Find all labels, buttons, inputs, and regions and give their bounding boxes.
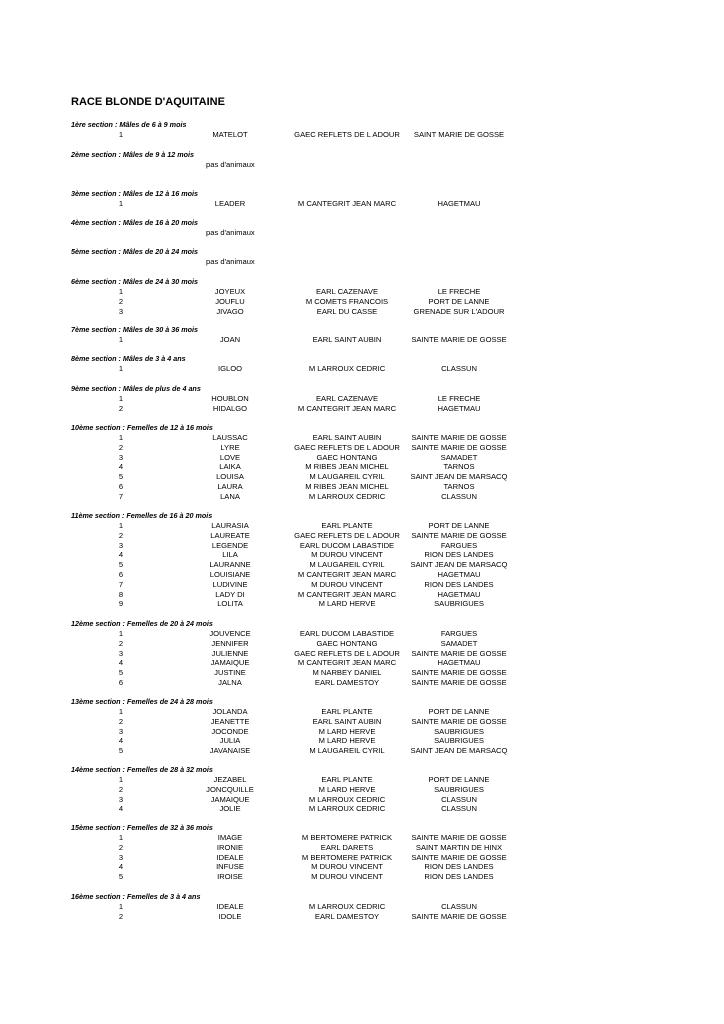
entry-row: [0, 902, 724, 912]
entry-row: [0, 560, 724, 570]
animal-name: IMAGE: [217, 833, 243, 842]
animal-name: INFUSE: [216, 862, 244, 872]
owner: EARL DAMESTOY: [314, 678, 380, 687]
city: HAGETMAU: [437, 403, 481, 413]
animal-name: LYRE: [220, 442, 240, 452]
owner: M DUROU VINCENT: [311, 579, 383, 589]
entry-row: [0, 746, 724, 756]
animal-name: JAMAIQUE: [210, 794, 250, 804]
entry-row: [0, 297, 724, 307]
rank: 5: [118, 746, 124, 756]
entry-row: [0, 590, 724, 600]
entry-row: [0, 775, 724, 785]
entry-row: [0, 853, 724, 863]
entry-row: [0, 843, 724, 853]
animal-name: LANA: [220, 491, 240, 501]
rank: 4: [118, 862, 124, 872]
entry-row: [0, 658, 724, 668]
rank: 1: [118, 707, 124, 716]
rank: 3: [118, 648, 124, 658]
animal-name: JOLIE: [219, 804, 241, 814]
section-title: 13ème section : Femelles de 24 à 28 mois: [71, 697, 213, 706]
entry-row: [0, 804, 724, 814]
entry-row: [0, 130, 724, 140]
entry-row: [0, 678, 724, 688]
owner: EARL DUCOM LABASTIDE: [299, 540, 395, 550]
animal-name: IGLOO: [217, 364, 243, 373]
owner: EARL SAINT AUBIN: [312, 716, 382, 726]
no-animals-note: pas d'animaux: [206, 257, 255, 266]
owner: EARL PLANTE: [321, 707, 373, 716]
rank: 3: [118, 852, 124, 862]
rank: 3: [118, 726, 124, 736]
city: SAINTE MARIE DE GOSSE: [411, 911, 507, 921]
section-title: 9ème section : Mâles de plus de 4 ans: [71, 384, 201, 393]
animal-name: MATELOT: [212, 130, 248, 139]
owner: EARL DUCOM LABASTIDE: [299, 629, 395, 638]
city: LE FRECHE: [437, 394, 481, 403]
entry-row: [0, 307, 724, 317]
owner: GAEC HONTANG: [316, 638, 378, 648]
rank: 4: [118, 736, 124, 746]
city: SAINTE MARIE DE GOSSE: [411, 648, 507, 658]
city: SAMADET: [440, 452, 478, 462]
entry-row: [0, 364, 724, 374]
rank: 2: [118, 530, 124, 540]
city: CLASSUN: [441, 491, 477, 501]
owner: M NARBEY DANIEL: [312, 668, 382, 678]
entry-row: [0, 717, 724, 727]
entry-row: [0, 580, 724, 590]
city: SAUBRIGUES: [434, 736, 484, 746]
city: SAINT JEAN DE MARSACQ: [410, 560, 508, 570]
city: SAINTE MARIE DE GOSSE: [411, 668, 507, 678]
animal-name: LAURANNE: [209, 560, 251, 570]
rank: 8: [118, 589, 124, 599]
rank: 2: [118, 296, 124, 306]
rank: 5: [118, 472, 124, 482]
rank: 1: [118, 629, 124, 638]
rank: 9: [118, 599, 124, 609]
entry-row: [0, 629, 724, 639]
entry-row: [0, 462, 724, 472]
owner: M CANTEGRIT JEAN MARC: [297, 589, 397, 599]
city: SAINT JEAN DE MARSACQ: [410, 746, 508, 756]
animal-name: HIDALGO: [212, 403, 248, 413]
entry-row: [0, 912, 724, 922]
section-title: 3ème section : Mâles de 12 à 16 mois: [71, 189, 199, 198]
owner: GAEC REFLETS DE L ADOUR: [294, 530, 400, 540]
animal-name: JUSTINE: [214, 668, 246, 678]
entry-row: [0, 541, 724, 551]
animal-name: LOVE: [219, 452, 241, 462]
animal-name: HOUBLON: [211, 394, 249, 403]
rank: 3: [118, 540, 124, 550]
owner: M DUROU VINCENT: [311, 550, 383, 560]
rank: 1: [118, 199, 124, 208]
city: SAINT MARTIN DE HINX: [415, 842, 503, 852]
no-animals-note: pas d'animaux: [206, 228, 255, 237]
city: PORT DE LANNE: [428, 296, 490, 306]
rank: 2: [118, 638, 124, 648]
animal-name: JAVANAISE: [209, 746, 251, 756]
entry-row: [0, 394, 724, 404]
rank: 2: [118, 442, 124, 452]
entry-row: [0, 199, 724, 209]
animal-name: JOYEUX: [214, 287, 246, 296]
rank: 1: [118, 521, 124, 530]
city: CLASSUN: [441, 364, 477, 373]
animal-name: LEGENDE: [211, 540, 249, 550]
owner: M LARD HERVE: [318, 784, 376, 794]
owner: M LARD HERVE: [318, 726, 376, 736]
owner: M RIBES JEAN MICHEL: [305, 462, 389, 472]
animal-name: LILA: [222, 550, 238, 560]
owner: GAEC REFLETS DE L ADOUR: [294, 130, 400, 139]
city: PORT DE LANNE: [428, 521, 490, 530]
rank: 2: [118, 403, 124, 413]
rank: 4: [118, 804, 124, 814]
animal-name: LAUSSAC: [212, 433, 248, 442]
owner: M LARROUX CEDRIC: [308, 804, 386, 814]
animal-name: LAIKA: [219, 462, 241, 472]
rank: 2: [118, 784, 124, 794]
animal-name: LUDIVINE: [212, 579, 248, 589]
section-title: 11ème section : Femelles de 16 à 20 mois: [71, 511, 213, 520]
animal-name: LEADER: [214, 199, 246, 208]
animal-name: IRONIE: [216, 842, 244, 852]
owner: EARL CAZENAVE: [315, 394, 379, 403]
entry-row: [0, 668, 724, 678]
animal-name: JOCONDE: [211, 726, 249, 736]
rank: 4: [118, 550, 124, 560]
city: HAGETMAU: [437, 658, 481, 668]
entry-row: [0, 833, 724, 843]
owner: M CANTEGRIT JEAN MARC: [297, 570, 397, 579]
owner: EARL DAMESTOY: [314, 911, 380, 921]
city: TARNOS: [443, 482, 475, 491]
owner: EARL CAZENAVE: [315, 287, 379, 296]
entry-row: [0, 707, 724, 717]
owner: M LARROUX CEDRIC: [308, 902, 386, 911]
animal-name: IDOLE: [218, 911, 242, 921]
city: CLASSUN: [441, 794, 477, 804]
rank: 6: [118, 482, 124, 491]
owner: M BERTOMERE PATRICK: [301, 833, 393, 842]
owner: M LAUGAREIL CYRIL: [309, 560, 385, 570]
rank: 7: [118, 491, 124, 501]
rank: 1: [118, 335, 124, 344]
owner: EARL DARETS: [320, 842, 374, 852]
city: HAGETMAU: [437, 589, 481, 599]
city: SAUBRIGUES: [434, 726, 484, 736]
city: PORT DE LANNE: [428, 775, 490, 784]
entry-row: [0, 335, 724, 345]
entry-row: [0, 550, 724, 560]
animal-name: JAMAIQUE: [210, 658, 250, 668]
rank: 5: [118, 872, 124, 882]
animal-name: JONCQUILLE: [206, 784, 254, 794]
owner: GAEC REFLETS DE L ADOUR: [294, 442, 400, 452]
entry-row: [0, 404, 724, 414]
city: SAUBRIGUES: [434, 599, 484, 609]
rank: 1: [118, 130, 124, 139]
entry-row: [0, 433, 724, 443]
animal-name: JULIA: [219, 736, 241, 746]
animal-name: JOUFLU: [215, 296, 245, 306]
animal-name: JIVAGO: [216, 306, 244, 316]
entry-row: [0, 649, 724, 659]
city: RION DES LANDES: [424, 862, 494, 872]
owner: EARL PLANTE: [321, 521, 373, 530]
owner: EARL DU CASSE: [316, 306, 378, 316]
rank: 2: [118, 842, 124, 852]
city: TARNOS: [443, 462, 475, 472]
entry-row: [0, 795, 724, 805]
rank: 4: [118, 658, 124, 668]
owner: M LARROUX CEDRIC: [308, 794, 386, 804]
entry-row: [0, 472, 724, 482]
animal-name: LADY DI: [215, 589, 245, 599]
section-title: 16ème section : Femelles de 3 à 4 ans: [71, 892, 201, 901]
owner: M LARD HERVE: [318, 736, 376, 746]
city: LE FRECHE: [437, 287, 481, 296]
animal-name: JEANETTE: [210, 716, 250, 726]
owner: EARL SAINT AUBIN: [312, 433, 382, 442]
city: CLASSUN: [441, 804, 477, 814]
city: SAINT JEAN DE MARSACQ: [410, 472, 508, 482]
section-title: 1ère section : Mâles de 6 à 9 mois: [71, 120, 187, 129]
entry-row: [0, 727, 724, 737]
rank: 1: [118, 364, 124, 373]
city: RION DES LANDES: [424, 872, 494, 882]
owner: EARL PLANTE: [321, 775, 373, 784]
owner: M LAUGAREIL CYRIL: [309, 746, 385, 756]
entry-row: [0, 736, 724, 746]
section-title: 12ème section : Femelles de 20 à 24 mois: [71, 619, 213, 628]
entry-row: [0, 453, 724, 463]
section-title: 4ème section : Mâles de 16 à 20 mois: [71, 218, 199, 227]
no-animals-note: pas d'animaux: [206, 160, 255, 169]
owner: M CANTEGRIT JEAN MARC: [297, 658, 397, 668]
city: HAGETMAU: [437, 199, 481, 208]
entry-row: [0, 862, 724, 872]
section-title: 8ème section : Mâles de 3 à 4 ans: [71, 354, 186, 363]
owner: M RIBES JEAN MICHEL: [305, 482, 389, 491]
entry-row: [0, 599, 724, 609]
animal-name: JENNIFER: [211, 638, 249, 648]
rank: 3: [118, 794, 124, 804]
city: SAINTE MARIE DE GOSSE: [411, 335, 507, 344]
city: SAINTE MARIE DE GOSSE: [411, 530, 507, 540]
rank: 2: [118, 911, 124, 921]
section-title: 2ème section : Mâles de 9 à 12 mois: [71, 150, 195, 159]
city: CLASSUN: [441, 902, 477, 911]
city: RION DES LANDES: [424, 550, 494, 560]
entry-row: [0, 639, 724, 649]
owner: M LARROUX CEDRIC: [308, 491, 386, 501]
rank: 1: [118, 833, 124, 842]
section-title: 7ème section : Mâles de 30 à 36 mois: [71, 325, 199, 334]
section-title: 10ème section : Femelles de 12 à 16 mois: [71, 423, 213, 432]
owner: M BERTOMERE PATRICK: [301, 852, 393, 862]
city: RION DES LANDES: [424, 579, 494, 589]
animal-name: LOUISIANE: [209, 570, 251, 579]
owner: GAEC REFLETS DE L ADOUR: [294, 648, 400, 658]
rank: 1: [118, 775, 124, 784]
entry-row: [0, 482, 724, 492]
city: SAINTE MARIE DE GOSSE: [411, 852, 507, 862]
section-title: 15ème section : Femelles de 32 à 36 mois: [71, 823, 213, 832]
city: FARGUES: [440, 540, 478, 550]
rank: 5: [118, 668, 124, 678]
owner: M LARROUX CEDRIC: [308, 364, 386, 373]
owner: GAEC HONTANG: [316, 452, 378, 462]
owner: EARL SAINT AUBIN: [312, 335, 382, 344]
city: SAINT MARIE DE GOSSE: [413, 130, 505, 139]
rank: 2: [118, 716, 124, 726]
owner: M DUROU VINCENT: [311, 862, 383, 872]
entry-row: [0, 521, 724, 531]
rank: 1: [118, 394, 124, 403]
page-title: RACE BLONDE D'AQUITAINE: [71, 96, 225, 108]
entry-row: [0, 570, 724, 580]
animal-name: LOLITA: [217, 599, 243, 609]
city: SAINTE MARIE DE GOSSE: [411, 678, 507, 687]
owner: M COMETS FRANCOIS: [305, 296, 389, 306]
animal-name: IDEALE: [216, 852, 244, 862]
rank: 1: [118, 287, 124, 296]
entry-row: [0, 531, 724, 541]
animal-name: JULIENNE: [211, 648, 249, 658]
entry-row: [0, 785, 724, 795]
owner: M CANTEGRIT JEAN MARC: [297, 403, 397, 413]
city: SAMADET: [440, 638, 478, 648]
rank: 6: [118, 678, 124, 687]
animal-name: JEZABEL: [213, 775, 247, 784]
owner: M DUROU VINCENT: [311, 872, 383, 882]
animal-name: LAURA: [217, 482, 243, 491]
rank: 7: [118, 579, 124, 589]
city: GRENADE SUR L'ADOUR: [413, 306, 505, 316]
rank: 1: [118, 902, 124, 911]
animal-name: LAUREATE: [210, 530, 250, 540]
section-title: 5ème section : Mâles de 20 à 24 mois: [71, 247, 199, 256]
rank: 5: [118, 560, 124, 570]
city: SAINTE MARIE DE GOSSE: [411, 442, 507, 452]
animal-name: IROISE: [217, 872, 243, 882]
rank: 1: [118, 433, 124, 442]
animal-name: JALNA: [218, 678, 242, 687]
city: SAINTE MARIE DE GOSSE: [411, 433, 507, 442]
animal-name: IDEALE: [216, 902, 244, 911]
city: PORT DE LANNE: [428, 707, 490, 716]
city: FARGUES: [440, 629, 478, 638]
city: HAGETMAU: [437, 570, 481, 579]
owner: M CANTEGRIT JEAN MARC: [297, 199, 397, 208]
city: SAINTE MARIE DE GOSSE: [411, 833, 507, 842]
animal-name: JOAN: [219, 335, 241, 344]
section-title: 14ème section : Femelles de 28 à 32 mois: [71, 765, 213, 774]
entry-row: [0, 872, 724, 882]
owner: M LAUGAREIL CYRIL: [309, 472, 385, 482]
animal-name: JOUVENCE: [209, 629, 251, 638]
owner: M LARD HERVE: [318, 599, 376, 609]
entry-row: [0, 443, 724, 453]
city: SAUBRIGUES: [434, 784, 484, 794]
city: SAINTE MARIE DE GOSSE: [411, 716, 507, 726]
entry-row: [0, 492, 724, 502]
section-title: 6ème section : Mâles de 24 à 30 mois: [71, 277, 199, 286]
animal-name: JOLANDA: [212, 707, 248, 716]
entry-row: [0, 287, 724, 297]
rank: 4: [118, 462, 124, 472]
animal-name: LAURASIA: [211, 521, 249, 530]
rank: 6: [118, 570, 124, 579]
animal-name: LOUISA: [216, 472, 244, 482]
rank: 3: [118, 452, 124, 462]
rank: 3: [118, 306, 124, 316]
